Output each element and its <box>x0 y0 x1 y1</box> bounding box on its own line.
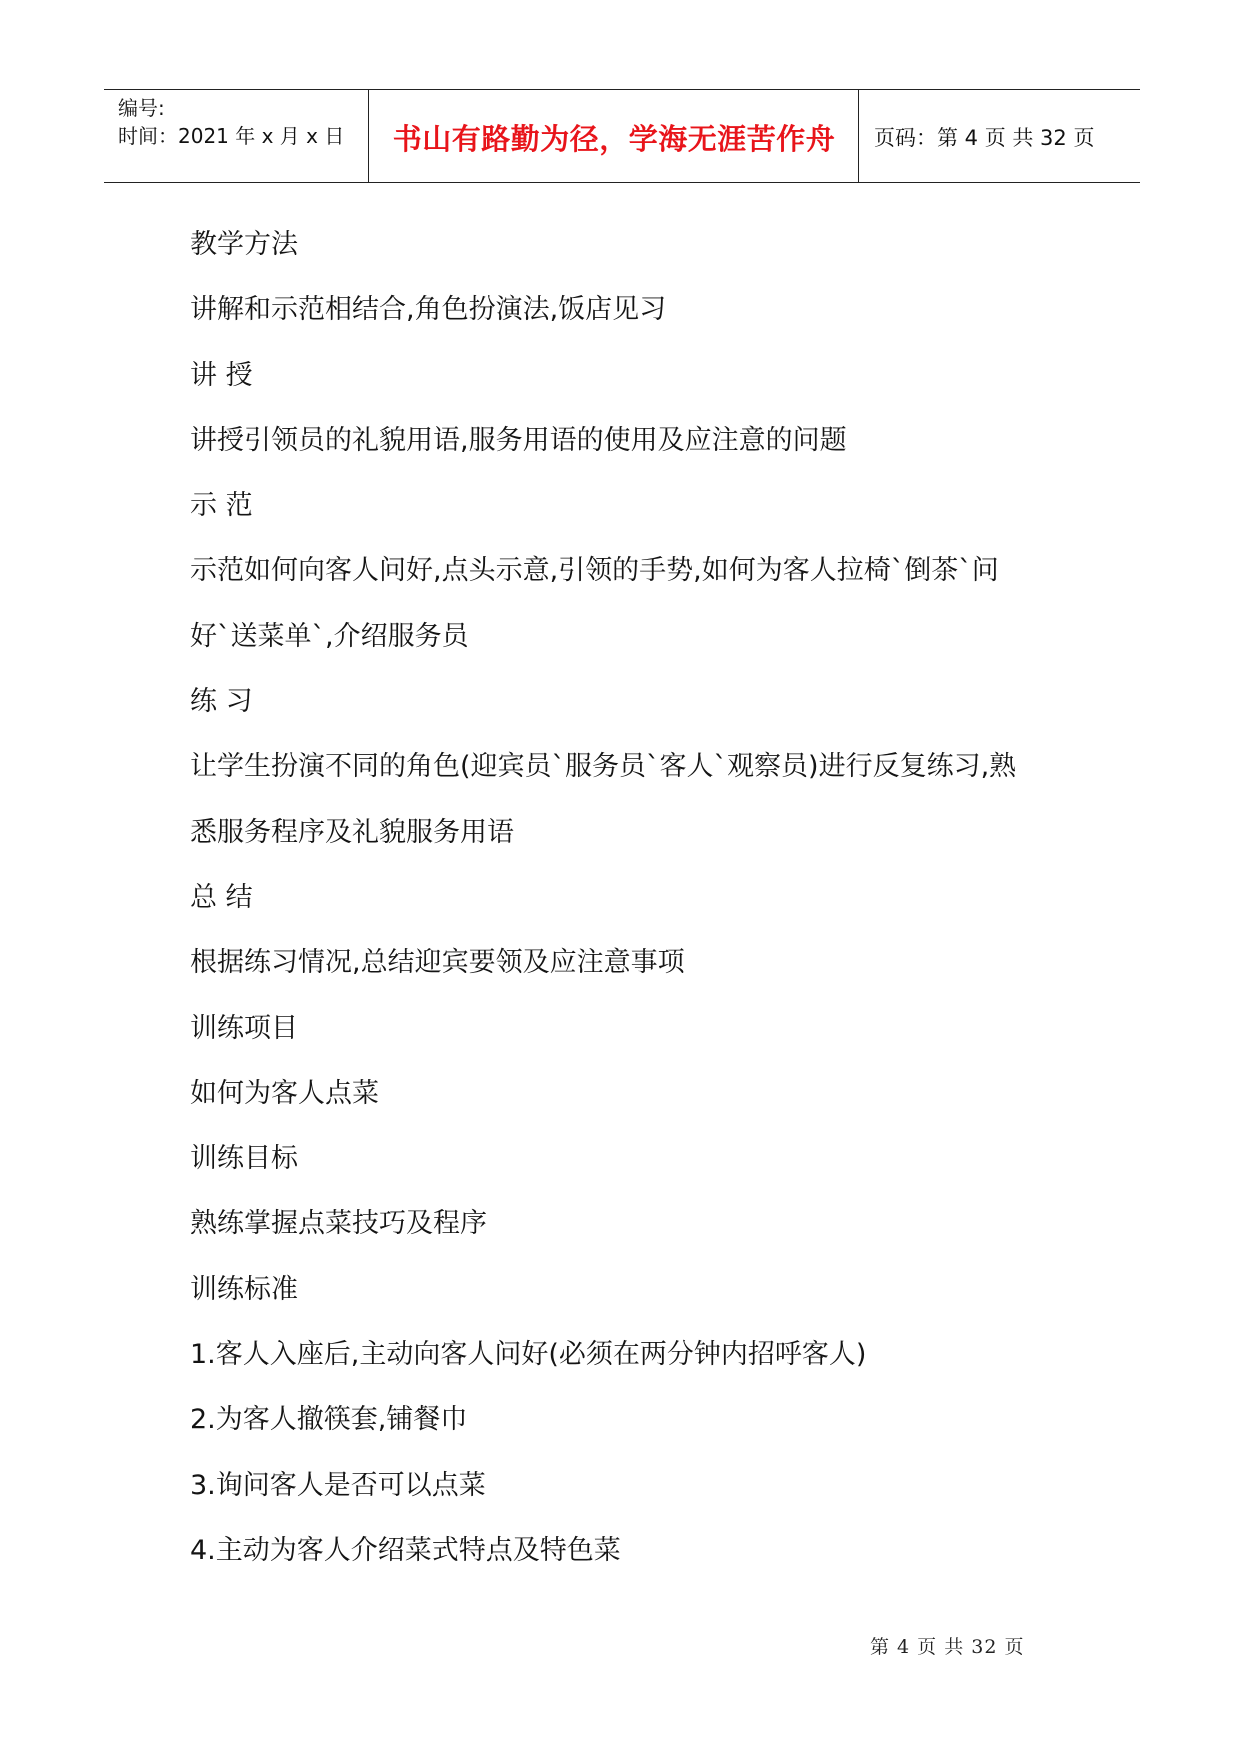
body-line: 如何为客人点菜 <box>190 1077 379 1109</box>
body-line: 训练标准 <box>190 1273 298 1305</box>
document-number-label: 编号: <box>118 96 165 120</box>
body-line: 练 习 <box>190 686 253 718</box>
body-line: 示范如何向客人问好,点头示意,引领的手势,如何为客人拉椅`倒茶`问 <box>190 555 999 587</box>
body-line: 熟练掌握点菜技巧及程序 <box>190 1208 487 1240</box>
body-line: 讲解和示范相结合,角色扮演法,饭店见习 <box>190 294 667 326</box>
page-header <box>104 89 1140 183</box>
body-line: 4.主动为客人介绍菜式特点及特色菜 <box>190 1534 621 1566</box>
body-line: 训练项目 <box>190 1012 298 1044</box>
body-line: 讲授引领员的礼貌用语,服务用语的使用及应注意的问题 <box>190 424 847 456</box>
page-footer: 第 4 页 共 32 页 <box>870 1636 1025 1658</box>
body-line: 2.为客人撤筷套,铺餐巾 <box>190 1404 468 1436</box>
body-line: 好`送菜单`,介绍服务员 <box>190 620 469 652</box>
body-line: 1.客人入座后,主动向客人问好(必须在两分钟内招呼客人) <box>190 1339 867 1371</box>
body-line: 总 结 <box>190 881 253 913</box>
document-time-label: 时间：2021 年 x 月 x 日 <box>118 124 345 148</box>
header-divider-left <box>368 90 369 182</box>
body-line: 示 范 <box>190 490 253 522</box>
body-line: 训练目标 <box>190 1143 298 1175</box>
document-body <box>190 212 1070 1583</box>
body-line: 讲 授 <box>190 359 253 391</box>
body-line: 根据练习情况,总结迎宾要领及应注意事项 <box>190 947 685 979</box>
body-line: 让学生扮演不同的角色(迎宾员`服务员`客人`观察员)进行反复练习,熟 <box>190 751 1017 783</box>
body-line: 悉服务程序及礼貌服务用语 <box>190 816 514 848</box>
body-line: 教学方法 <box>190 229 298 260</box>
header-motto: 书山有路勤为径，学海无涯苦作舟 <box>392 122 836 156</box>
body-line: 3.询问客人是否可以点菜 <box>190 1469 486 1501</box>
header-page-info: 页码：第 4 页 共 32 页 <box>874 126 1095 150</box>
header-divider-right <box>858 90 859 182</box>
header-meta <box>118 94 344 150</box>
